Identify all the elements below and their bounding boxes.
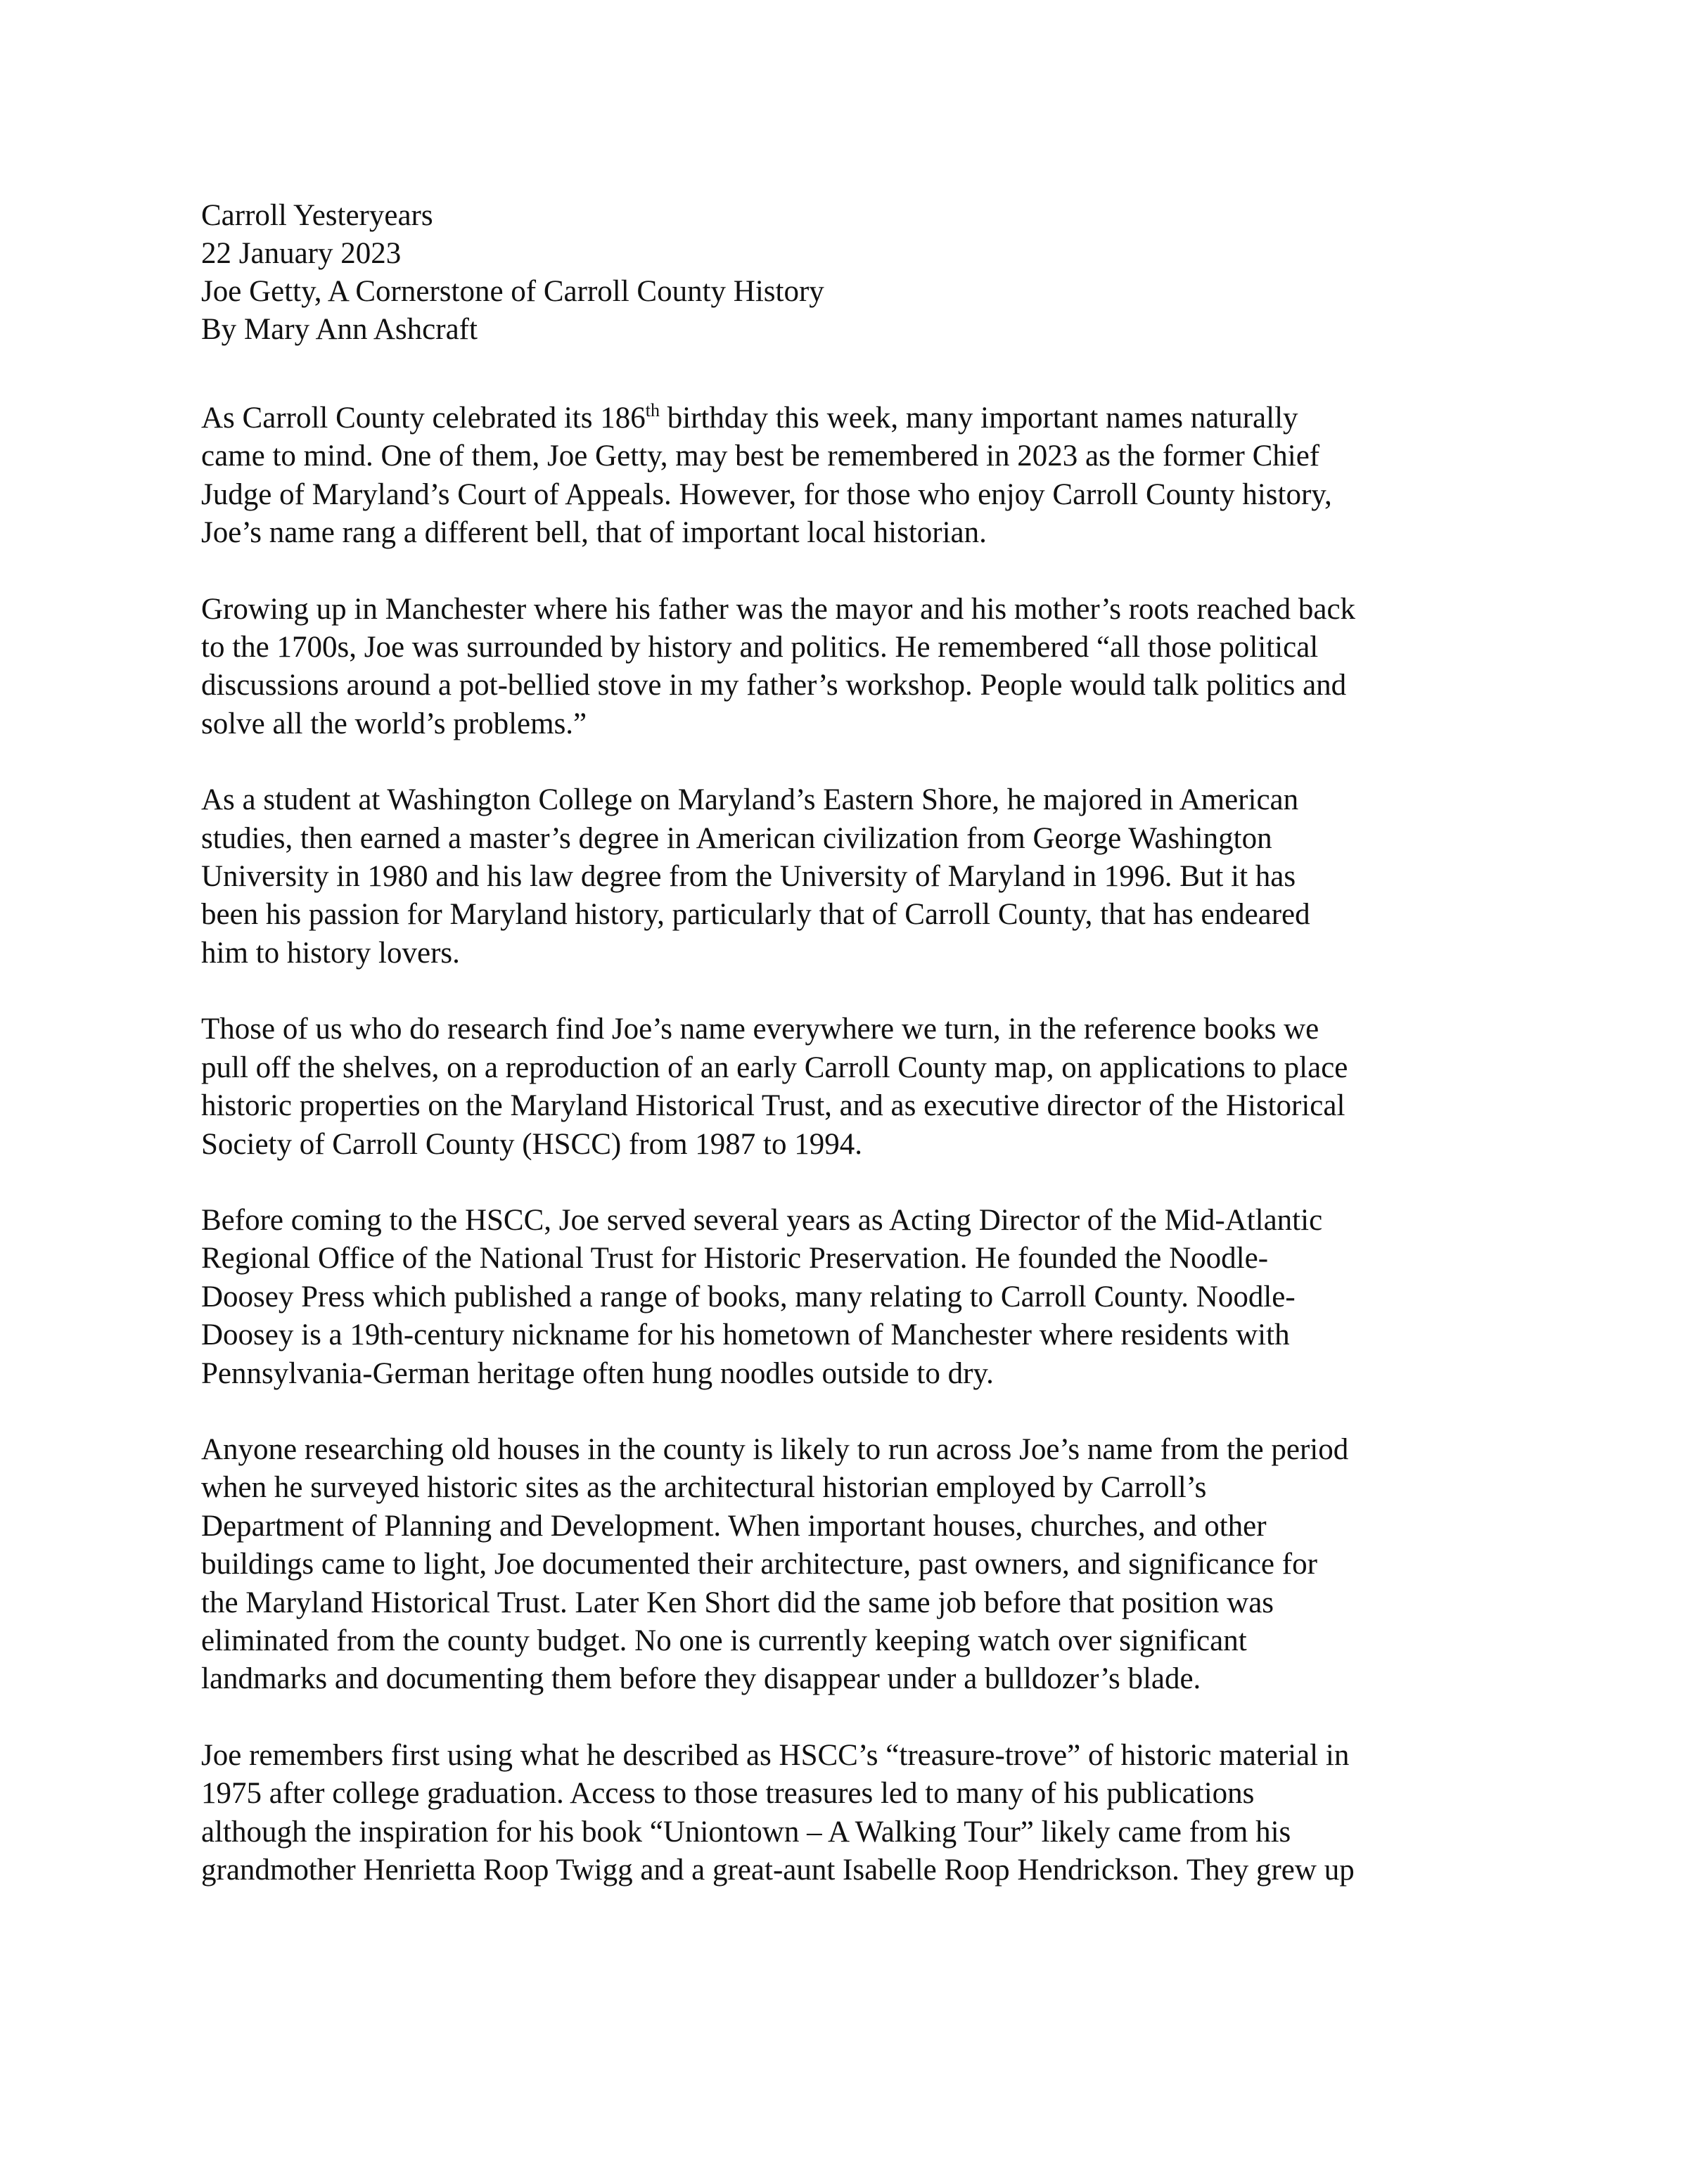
paragraph-7 xyxy=(201,1737,1516,1890)
text-line: landmarks and documenting them before they disappear under a bulldozer’s blade. xyxy=(201,1662,1201,1696)
paragraph-3 xyxy=(201,781,1516,972)
text-line xyxy=(201,399,1516,437)
text-line: Doosey Press which published a range of books, many relating to Carroll County. Noodle- xyxy=(201,1280,1296,1313)
paragraph-5 xyxy=(201,1202,1516,1393)
text-line: Pennsylvania-German heritage often hung noodles outside to dry. xyxy=(201,1356,994,1390)
text-line: when he surveyed historic sites as the architectural historian employed by Carroll’s xyxy=(201,1471,1207,1505)
text-line: As a student at Washington College on Maryland’s Eastern Shore, he majored in American xyxy=(201,783,1299,817)
paragraph-4 xyxy=(201,1010,1516,1164)
text-line: been his passion for Maryland history, particularly that of Carroll County, that has endeared xyxy=(201,898,1310,932)
paragraph-1 xyxy=(201,399,1516,553)
text-line: Society of Carroll County (HSCC) from 1987 to 1994. xyxy=(201,1127,862,1161)
text-segment: As Carroll County celebrated its 186 xyxy=(201,402,646,435)
text-line: to the 1700s, Joe was surrounded by history and politics. He remembered “all those political xyxy=(201,631,1319,664)
byline: By Mary Ann Ashcraft xyxy=(201,313,478,346)
column-name: Carroll Yesteryears xyxy=(201,199,433,232)
text-line: him to history lovers. xyxy=(201,936,460,970)
text-line: Judge of Maryland’s Court of Appeals. However, for those who enjoy Carroll County history, xyxy=(201,477,1332,511)
publication-date: 22 January 2023 xyxy=(201,237,402,270)
text-segment: birthday this week, many important names naturally xyxy=(659,402,1298,435)
ordinal-superscript: th xyxy=(645,400,660,420)
article-header xyxy=(201,197,1516,349)
text-line: Anyone researching old houses in the county is likely to run across Joe’s name from the period xyxy=(201,1432,1349,1466)
text-line: pull off the shelves, on a reproduction of an early Carroll County map, on applications to place xyxy=(201,1051,1348,1084)
text-line: Doosey is a 19th-century nickname for his hometown of Manchester where residents with xyxy=(201,1318,1290,1352)
text-line: historic properties on the Maryland Historical Trust, and as executive director of the Historical xyxy=(201,1089,1345,1123)
text-line: Joe remembers first using what he described as HSCC’s “treasure-trove” of historic material in xyxy=(201,1738,1350,1772)
text-line: University in 1980 and his law degree from the University of Maryland in 1996. But it has xyxy=(201,860,1296,894)
text-line: came to mind. One of them, Joe Getty, may best be remembered in 2023 as the former Chief xyxy=(201,439,1320,473)
text-line: studies, then earned a master’s degree in American civilization from George Washington xyxy=(201,821,1272,855)
article-title: Joe Getty, A Cornerstone of Carroll County History xyxy=(201,275,824,308)
text-line: Joe’s name rang a different bell, that of important local historian. xyxy=(201,516,987,550)
text-line: grandmother Henrietta Roop Twigg and a great-aunt Isabelle Roop Hendrickson. They grew up xyxy=(201,1854,1355,1887)
paragraph-2 xyxy=(201,591,1516,744)
article xyxy=(201,197,1516,1927)
text-line: although the inspiration for his book “Uniontown – A Walking Tour” likely came from his xyxy=(201,1815,1291,1849)
text-line: discussions around a pot-bellied stove in my father’s workshop. People would talk politics and xyxy=(201,669,1347,702)
text-line: Before coming to the HSCC, Joe served several years as Acting Director of the Mid-Atlantic xyxy=(201,1203,1323,1237)
text-line: Department of Planning and Development. When important houses, churches, and other xyxy=(201,1509,1267,1543)
text-line: Those of us who do research find Joe’s name everywhere we turn, in the reference books we xyxy=(201,1013,1319,1046)
text-line: Growing up in Manchester where his father was the mayor and his mother’s roots reached back xyxy=(201,592,1356,626)
text-line: Regional Office of the National Trust for Historic Preservation. He founded the Noodle- xyxy=(201,1242,1269,1276)
text-line: the Maryland Historical Trust. Later Ken Short did the same job before that position was xyxy=(201,1586,1274,1619)
article-body xyxy=(201,399,1516,1889)
text-line: solve all the world’s problems.” xyxy=(201,707,587,740)
text-line: 1975 after college graduation. Access to those treasures led to many of his publications xyxy=(201,1777,1255,1811)
text-line: buildings came to light, Joe documented their architecture, past owners, and significance for xyxy=(201,1548,1317,1581)
text-line: eliminated from the county budget. No one is currently keeping watch over significant xyxy=(201,1624,1247,1657)
paragraph-6 xyxy=(201,1431,1516,1699)
